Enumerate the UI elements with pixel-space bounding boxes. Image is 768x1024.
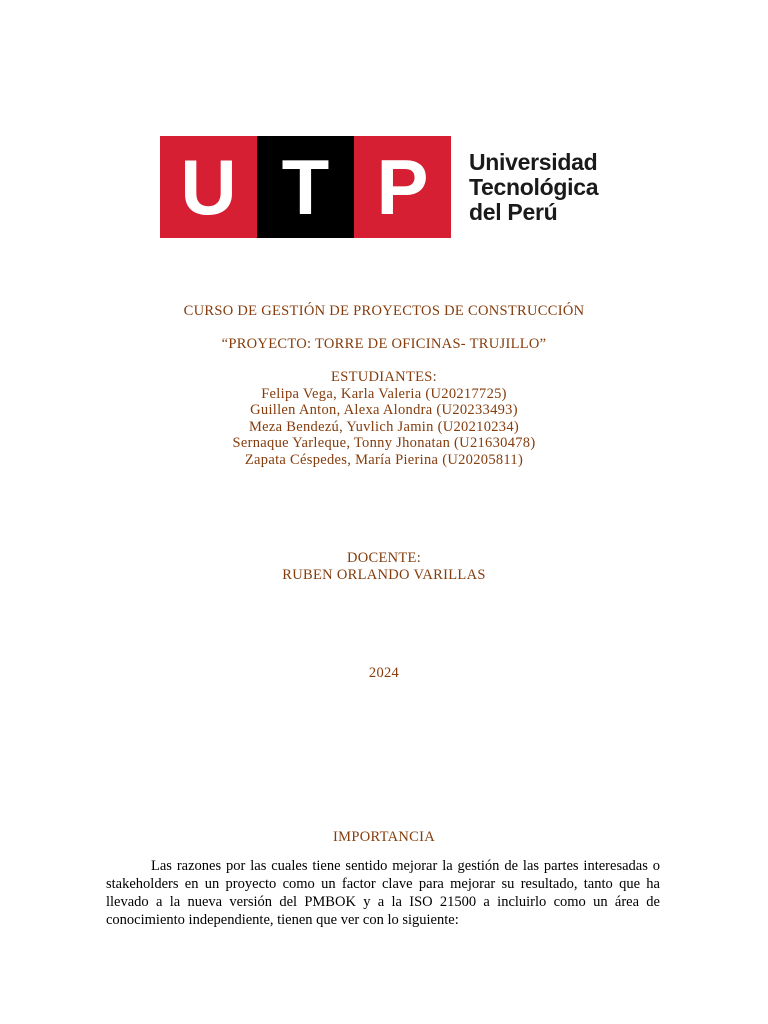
year: 2024 xyxy=(368,665,400,681)
project-title: “PROYECTO: TORRE DE OFICINAS- TRUJILLO” xyxy=(221,336,547,352)
logo-name-line-2: Tecnológica xyxy=(469,173,599,200)
logo-letter-t: T xyxy=(257,136,354,238)
logo-letter-u: U xyxy=(160,136,257,238)
logo-university-name xyxy=(469,136,598,238)
student-name: Felipa Vega, Karla Valeria (U20217725) xyxy=(261,386,507,402)
teacher-heading: DOCENTE: xyxy=(346,550,422,566)
utp-logo xyxy=(160,136,615,238)
teacher-name: RUBEN ORLANDO VARILLAS xyxy=(282,567,486,583)
student-name: Zapata Céspedes, María Pierina (U20205811) xyxy=(244,452,524,468)
body-paragraph: Las razones por las cuales tiene sentido mejorar la gestión de las partes interesadas o stakeholders en un proyecto como un factor clave para mejorar su resultado, tanto que ha llevado a la nueva versión del PMBOK y a la ISO 21500 a incluirlo como un área de conocimiento independiente, tienen que ver con lo siguiente: xyxy=(106,858,660,928)
section-heading: IMPORTANCIA xyxy=(333,829,435,845)
course-title: CURSO DE GESTIÓN DE PROYECTOS DE CONSTRUCCIÓN xyxy=(183,303,585,319)
logo-name-line-3: del Perú xyxy=(469,198,558,225)
logo-letter-p: P xyxy=(354,136,451,238)
students-heading: ESTUDIANTES: xyxy=(331,369,437,385)
student-name: Meza Bendezú, Yuvlich Jamin (U20210234) xyxy=(248,419,520,435)
student-name: Sernaque Yarleque, Tonny Jhonatan (U21630478) xyxy=(232,435,536,451)
student-name: Guillen Anton, Alexa Alondra (U20233493) xyxy=(250,402,518,418)
logo-name-line-1: Universidad xyxy=(469,148,598,175)
